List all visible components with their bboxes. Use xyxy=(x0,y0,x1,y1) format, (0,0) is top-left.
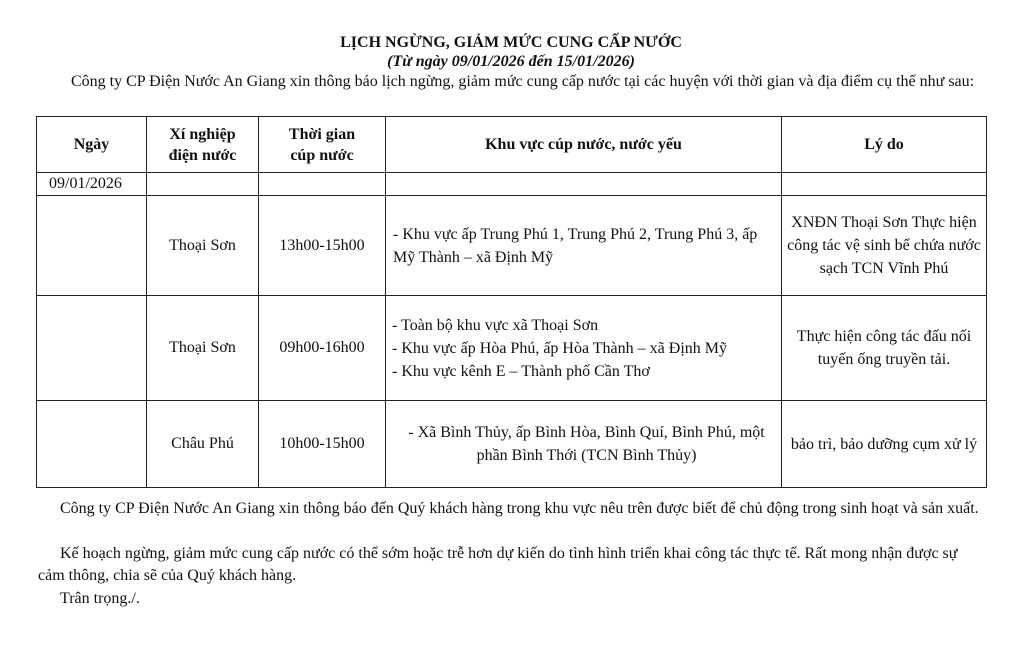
area-line: - Toàn bộ khu vực xã Thoại Sơn xyxy=(392,316,599,334)
enterprise-cell: Châu Phú xyxy=(147,401,259,488)
empty-cell xyxy=(782,173,987,196)
closing-paragraph-2: Kế hoạch ngừng, giảm mức cung cấp nước có thể sớm hoặc trễ hơn dự kiến do tình hình triển khai công tác thực tế. Rất mong nhận được sự cảm thông, chia sẽ của Quý khách hàng. xyxy=(38,545,958,584)
table-row xyxy=(37,196,987,296)
header-enterprise: Xí nghiệp điện nước xyxy=(147,117,259,173)
area-cell xyxy=(386,196,782,296)
document-title: LỊCH NGỪNG, GIẢM MỨC CUNG CẤP NƯỚC xyxy=(340,34,682,51)
area-line: - Khu vực ấp Trung Phú 1, Trung Phú 2, Trung Phú 3, ấp Mỹ Thành – xã Định Mỹ xyxy=(393,225,758,266)
closing-signoff: Trân trọng./. xyxy=(60,590,140,607)
area-line: - Xã Bình Thủy, ấp Bình Hòa, Bình Quí, Bình Phú, một phần Bình Thới (TCN Bình Thủy) xyxy=(408,424,765,464)
document-subtitle: (Từ ngày 09/01/2026 đến 15/01/2026) xyxy=(387,53,635,70)
reason-cell: Thực hiện công tác đấu nối tuyến ống truyền tải. xyxy=(782,296,987,401)
time-cell: 13h00-15h00 xyxy=(259,196,386,296)
reason-cell: bảo trì, bảo dưỡng cụm xử lý xyxy=(782,401,987,488)
table-row xyxy=(37,296,987,401)
header-area: Khu vực cúp nước, nước yếu xyxy=(386,117,782,173)
empty-cell xyxy=(259,173,386,196)
intro-paragraph: Công ty CP Điện Nước An Giang xin thông báo lịch ngừng, giảm mức cung cấp nước tại các huyện với thời gian và địa điểm cụ thể như sau: xyxy=(71,73,975,90)
time-cell: 10h00-15h00 xyxy=(259,401,386,488)
table-row xyxy=(37,401,987,488)
empty-cell xyxy=(37,401,147,488)
table-header-row xyxy=(37,117,987,173)
enterprise-cell: Thoại Sơn xyxy=(147,196,259,296)
empty-cell xyxy=(37,196,147,296)
area-line: - Khu vực ấp Hòa Phú, ấp Hòa Thành – xã Định Mỹ xyxy=(392,339,727,357)
empty-cell xyxy=(37,296,147,401)
empty-cell xyxy=(147,173,259,196)
area-cell xyxy=(386,296,782,401)
enterprise-cell: Thoại Sơn xyxy=(147,296,259,401)
time-cell: 09h00-16h00 xyxy=(259,296,386,401)
date-row xyxy=(37,173,987,196)
schedule-table xyxy=(36,116,987,488)
area-cell xyxy=(386,401,782,488)
header-reason: Lý do xyxy=(782,117,987,173)
area-line: - Khu vực kênh E – Thành phố Cần Thơ xyxy=(392,362,650,380)
reason-cell: XNĐN Thoại Sơn Thực hiện công tác vệ sinh bể chứa nước sạch TCN Vĩnh Phú xyxy=(782,196,987,296)
header-date: Ngày xyxy=(37,117,147,173)
header-time: Thời gian cúp nước xyxy=(259,117,386,173)
closing-paragraph-1: Công ty CP Điện Nước An Giang xin thông báo đến Quý khách hàng trong khu vực nêu trên được biết để chủ động trong sinh hoạt và sản xuất. xyxy=(60,500,979,517)
empty-cell xyxy=(386,173,782,196)
date-cell: 09/01/2026 xyxy=(37,173,147,196)
